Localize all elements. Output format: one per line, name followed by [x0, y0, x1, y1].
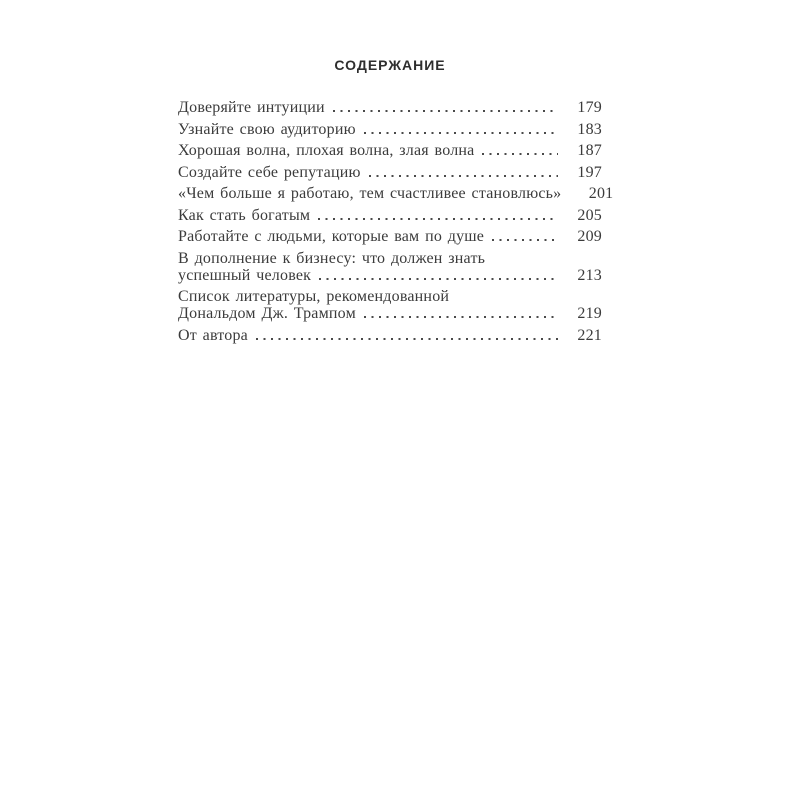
toc-page-number: 205	[577, 206, 602, 224]
toc-entry-line	[178, 99, 602, 116]
toc-entry	[178, 185, 614, 202]
toc-entry-title: Список литературы, рекомендованной	[178, 288, 450, 305]
toc-entry-line	[178, 164, 602, 181]
toc-content	[178, 57, 614, 344]
toc-page-number: 213	[577, 266, 602, 284]
dot-leader	[364, 316, 558, 318]
toc-entry-line	[178, 142, 602, 159]
dot-leader	[369, 175, 558, 177]
toc-entry-title: Работайте с людьми, которые вам по душе	[178, 228, 485, 245]
toc-page-number: 197	[577, 163, 602, 181]
dot-leader	[318, 218, 558, 220]
toc-entry-line	[178, 207, 602, 224]
toc-entry	[178, 99, 602, 116]
toc-entry	[178, 288, 602, 322]
toc-entry-title: От автора	[178, 326, 248, 344]
toc-entry-title: «Чем больше я работаю, тем счастливее становлюсь»	[178, 185, 562, 202]
toc-entry-continuation-line	[178, 288, 602, 305]
toc-entry	[178, 327, 602, 344]
toc-entry-title: Доверяйте интуиции	[178, 99, 325, 116]
toc-entry-title: Создайте себе репутацию	[178, 163, 361, 181]
toc-entry	[178, 142, 602, 159]
toc-entry-title: В дополнение к бизнесу: что должен знать	[178, 249, 486, 267]
dot-leader	[482, 153, 558, 155]
dot-leader	[256, 338, 558, 340]
page-title: СОДЕРЖАНИЕ	[334, 57, 446, 73]
toc-entry	[178, 164, 602, 181]
toc-entry-continuation-line	[178, 250, 602, 267]
toc-entry-line	[178, 327, 602, 344]
toc-entry	[178, 121, 602, 138]
toc-entry-title: Узнайте свою аудиторию	[178, 120, 356, 138]
toc-page-number: 219	[577, 305, 602, 322]
toc-list	[178, 99, 614, 344]
toc-page-number: 183	[577, 120, 602, 138]
toc-entry-line	[178, 185, 614, 202]
toc-entry-title: Как стать богатым	[178, 206, 311, 224]
toc-page-number: 209	[577, 228, 602, 245]
dot-leader	[319, 278, 558, 280]
toc-page-number: 187	[577, 142, 602, 159]
toc-entry-line	[178, 121, 602, 138]
toc-entry	[178, 207, 602, 224]
toc-entry-line	[178, 305, 602, 322]
toc-entry-title: Дональдом Дж. Трампом	[178, 305, 356, 322]
toc-page-number: 179	[577, 99, 602, 116]
toc-page-number: 221	[577, 326, 602, 344]
dot-leader	[364, 132, 558, 134]
toc-entry	[178, 228, 602, 245]
dot-leader	[492, 239, 558, 241]
toc-entry	[178, 250, 602, 284]
toc-page-number: 201	[588, 185, 614, 202]
toc-entry-title: Хорошая волна, плохая волна, злая волна	[178, 142, 475, 159]
toc-entry-line	[178, 228, 602, 245]
toc-entry-line	[178, 267, 602, 284]
toc-entry-title: успешный человек	[178, 266, 312, 284]
dot-leader	[333, 110, 558, 112]
